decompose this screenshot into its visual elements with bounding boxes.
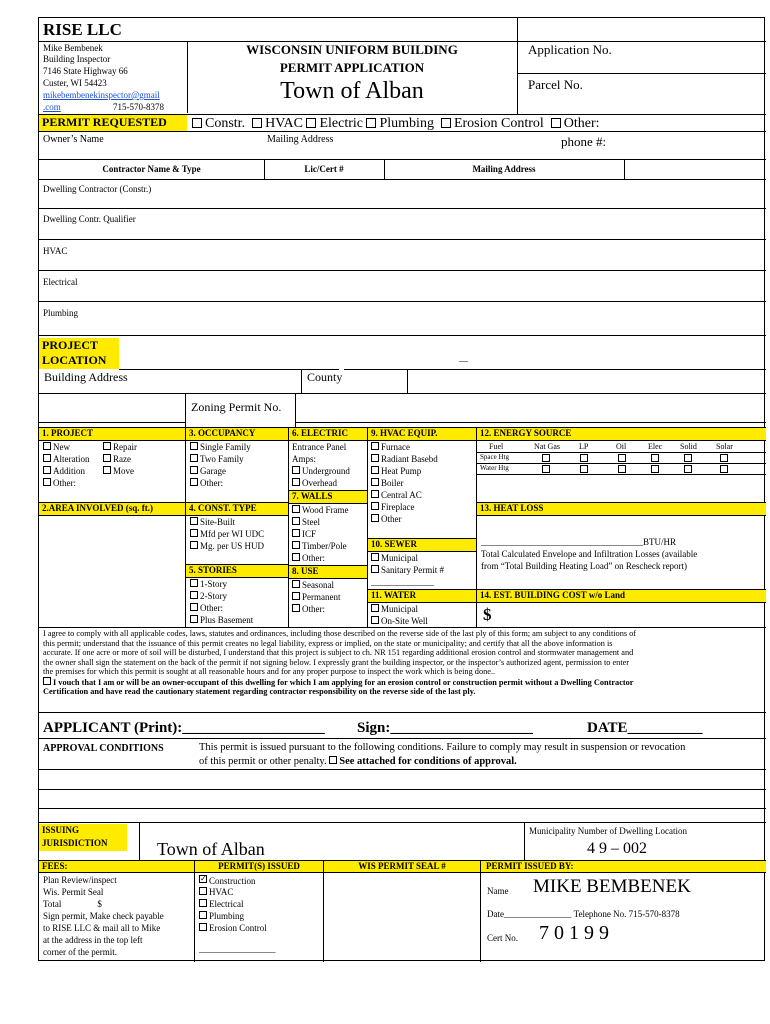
section-energy-title: 12. ENERGY SOURCE bbox=[477, 428, 766, 440]
contractor-row-plumbing: Plumbing bbox=[43, 308, 79, 318]
walls-icf-checkbox[interactable] bbox=[292, 529, 300, 537]
wis-permit-seal-title: WIS PERMIT SEAL # bbox=[324, 861, 480, 872]
issued-electrical[interactable]: Electrical bbox=[199, 899, 243, 909]
section-stories-title: 5. STORIES bbox=[186, 565, 288, 577]
occupancy-two[interactable]: Two Family bbox=[190, 454, 244, 464]
energy-water-elec-checkbox[interactable] bbox=[651, 465, 659, 473]
electric-overhead-checkbox[interactable] bbox=[292, 478, 300, 486]
sewer-sanitary-checkbox[interactable] bbox=[371, 565, 379, 573]
permit-electric-checkbox[interactable] bbox=[306, 118, 316, 128]
hvac-heat-pump-checkbox[interactable] bbox=[371, 466, 379, 474]
const-site-built[interactable]: Site-Built bbox=[190, 517, 235, 527]
building-address-label: Building Address bbox=[44, 370, 128, 384]
fees-permit-seal: Wis. Permit Seal bbox=[43, 887, 104, 897]
section-sewer-title: 10. SEWER bbox=[368, 539, 476, 551]
fees-instructions-2: to RISE LLC & mail all to Mike bbox=[43, 923, 161, 933]
agreement-line-5: the premises for which this permit is sought at all reasonable hours and for any proper purpose to inspect the work which is being done.. bbox=[43, 667, 496, 677]
occupancy-single[interactable]: Single Family bbox=[190, 442, 251, 452]
section-project-title: 1. PROJECT bbox=[39, 428, 185, 440]
approval-conditions-label: APPROVAL CONDITIONS bbox=[43, 743, 164, 754]
water-municipal-checkbox[interactable] bbox=[371, 604, 379, 612]
project-repair-checkbox[interactable] bbox=[103, 442, 111, 450]
issued-hvac-checkbox[interactable] bbox=[199, 887, 207, 895]
permit-plumbing-checkbox[interactable] bbox=[366, 118, 376, 128]
stories-2[interactable]: 2-Story bbox=[190, 591, 227, 601]
permit-electric-option[interactable]: Electric bbox=[306, 116, 363, 131]
agreement-line-1: I agree to comply with all applicable codes, laws, statutes and ordinances, including those described on the reverse side of the last ply of this form; am subject to any conditions of bbox=[43, 629, 637, 638]
owner-occupant-vouch-2: Certification and have read the cautionary statement regarding contractor responsibility on the reverse side of the last ply. bbox=[43, 687, 476, 697]
energy-col-elec: Elec bbox=[648, 442, 663, 451]
const-site-built-checkbox[interactable] bbox=[190, 517, 198, 525]
energy-space-lp-checkbox[interactable] bbox=[580, 454, 588, 462]
contractor-row-electrical: Electrical bbox=[43, 277, 78, 287]
project-alteration-checkbox[interactable] bbox=[43, 454, 51, 462]
contractor-row-constr: Dwelling Contractor (Constr.) bbox=[43, 184, 152, 194]
walls-wood-checkbox[interactable] bbox=[292, 505, 300, 513]
walls-other[interactable]: Other: bbox=[292, 553, 325, 563]
permit-type-options bbox=[192, 116, 600, 132]
owner-occupant-vouch[interactable]: I vouch that I am or will be an owner-occupant of this dwelling for which I am applying for an erosion control or construction permit without a Dwelling Contractor bbox=[43, 677, 763, 688]
heat-loss-desc-1: Total Calculated Envelope and Infiltration Losses (available bbox=[481, 549, 698, 559]
energy-col-solid: Solid bbox=[680, 442, 697, 451]
energy-row-space: Space Htg bbox=[480, 453, 509, 461]
project-other-checkbox[interactable] bbox=[43, 478, 51, 486]
energy-water-solid-checkbox[interactable] bbox=[684, 465, 692, 473]
applicant-print-label: APPLICANT (Print):___________________ bbox=[43, 720, 325, 736]
municipality-number-label: Municipality Number of Dwelling Location bbox=[529, 826, 687, 836]
hvac-boiler-checkbox[interactable] bbox=[371, 478, 379, 486]
approval-text-2: of this permit or other penalty. See attached for conditions of approval. bbox=[199, 756, 517, 767]
company-name: RISE LLC bbox=[43, 20, 122, 39]
fees-plan-review: Plan Review/inspect bbox=[43, 875, 117, 885]
sewer-sanitary[interactable]: Sanitary Permit # bbox=[371, 565, 444, 575]
agreement-text bbox=[43, 629, 763, 697]
walls-steel-checkbox[interactable] bbox=[292, 517, 300, 525]
stories-other-checkbox[interactable] bbox=[190, 603, 198, 611]
town-title: Town of Alban bbox=[280, 78, 424, 104]
occupancy-other-checkbox[interactable] bbox=[190, 478, 198, 486]
permit-erosion-option[interactable]: Erosion Control bbox=[441, 116, 544, 131]
electric-overhead[interactable]: Overhead bbox=[292, 478, 337, 488]
issued-by-name-label: Name bbox=[487, 886, 509, 896]
permit-other-option[interactable]: Other: bbox=[551, 116, 600, 131]
project-new-checkbox[interactable] bbox=[43, 442, 51, 450]
hvac-boiler[interactable]: Boiler bbox=[371, 478, 404, 488]
project-new[interactable]: New bbox=[43, 442, 70, 452]
agreement-line-4: the owner shall sign the statement on the back of the permit if not signing below. I expressly grant the building inspector, or the inspector’s authorized agent, permission to enter bbox=[43, 657, 630, 667]
occupancy-garage[interactable]: Garage bbox=[190, 466, 226, 476]
location-dash: __ bbox=[459, 353, 468, 363]
inspector-name: Mike Bembenek bbox=[43, 43, 103, 53]
agreement-line-3: accurate. If one acre or more of soil will be disturbed, I understand that this project is subject to ch. NR 151 regarding additional erosion control and stormwater management and bbox=[43, 648, 634, 658]
section-hvac-equip-title: 9. HVAC EQUIP. bbox=[368, 428, 476, 440]
permit-erosion-checkbox[interactable] bbox=[441, 118, 451, 128]
zoning-permit-label: Zoning Permit No. bbox=[191, 400, 282, 414]
use-permanent[interactable]: Permanent bbox=[292, 592, 341, 602]
issued-plumbing-checkbox[interactable] bbox=[199, 911, 207, 919]
county-label: County bbox=[307, 370, 343, 384]
permit-other-checkbox[interactable] bbox=[551, 118, 561, 128]
inspector-email[interactable]: mikebembenekinspector@gmail bbox=[43, 90, 160, 100]
energy-water-oil-checkbox[interactable] bbox=[618, 465, 626, 473]
electric-panel-label: Entrance Panel bbox=[292, 442, 347, 452]
contractor-row-hvac: HVAC bbox=[43, 246, 68, 256]
permit-plumbing-option[interactable]: Plumbing bbox=[366, 116, 433, 131]
hvac-fireplace-checkbox[interactable] bbox=[371, 502, 379, 510]
issuing-jurisdiction-label: ISSUING JURISDICTION bbox=[39, 824, 127, 851]
permit-hvac-option[interactable]: HVAC bbox=[252, 116, 303, 131]
municipality-number: 4 9 – 002 bbox=[587, 840, 647, 857]
applicant-date-label: DATE__________ bbox=[587, 720, 703, 736]
fees-total: Total $ bbox=[43, 899, 102, 909]
fees-instructions-4: corner of the permit. bbox=[43, 947, 117, 957]
energy-space-solar-checkbox[interactable] bbox=[720, 454, 728, 462]
owner-phone-label: phone #: bbox=[561, 134, 607, 149]
permit-form bbox=[38, 17, 765, 961]
energy-col-fuel: Fuel bbox=[489, 442, 504, 451]
project-raze[interactable]: Raze bbox=[103, 454, 131, 464]
owner-mailing-label: Mailing Address bbox=[267, 134, 334, 145]
permit-requested-label: PERMIT REQUESTED bbox=[39, 115, 187, 131]
electric-amps-label: Amps: bbox=[292, 454, 317, 464]
electric-underground[interactable]: Underground bbox=[292, 466, 350, 476]
project-other[interactable]: Other: bbox=[43, 478, 76, 488]
water-well[interactable]: On-Site Well bbox=[371, 616, 428, 626]
walls-steel[interactable]: Steel bbox=[292, 517, 320, 527]
walls-icf[interactable]: ICF bbox=[292, 529, 316, 539]
cost-dollar-sign: $ bbox=[483, 605, 492, 624]
project-repair[interactable]: Repair bbox=[103, 442, 137, 452]
applicant-sign-label: Sign:___________________ bbox=[357, 720, 533, 736]
walls-timber[interactable]: Timber/Pole bbox=[292, 541, 347, 551]
hvac-heat-pump[interactable]: Heat Pump bbox=[371, 466, 421, 476]
use-other-checkbox[interactable] bbox=[292, 604, 300, 612]
stories-1[interactable]: 1-Story bbox=[190, 579, 227, 589]
parcel-no-label: Parcel No. bbox=[528, 77, 583, 92]
issued-plumbing[interactable]: Plumbing bbox=[199, 911, 244, 921]
owner-occupant-checkbox[interactable] bbox=[43, 677, 51, 685]
permit-constr-checkbox[interactable] bbox=[192, 118, 202, 128]
hvac-furnace[interactable]: Furnace bbox=[371, 442, 410, 452]
energy-water-natgas-checkbox[interactable] bbox=[542, 465, 550, 473]
issuing-town: Town of Alban bbox=[157, 839, 265, 859]
inspector-street: 7146 State Highway 66 bbox=[43, 66, 128, 76]
section-const-type-title: 4. CONST. TYPE bbox=[186, 503, 288, 515]
issued-construction[interactable]: ✓Construction bbox=[199, 875, 256, 886]
permits-issued-title: PERMIT(S) ISSUED bbox=[195, 861, 323, 872]
issued-electrical-checkbox[interactable] bbox=[199, 899, 207, 907]
inspector-email-suffix[interactable]: .com bbox=[43, 102, 61, 112]
section-walls-title: 7. WALLS bbox=[289, 491, 367, 503]
stories-other[interactable]: Other: bbox=[190, 603, 223, 613]
water-well-checkbox[interactable] bbox=[371, 616, 379, 624]
owner-name-field[interactable] bbox=[43, 146, 253, 158]
cert-no: 7 0 1 9 9 bbox=[539, 922, 609, 944]
const-mfd-udc-checkbox[interactable] bbox=[190, 529, 198, 537]
issued-by-name: MIKE BEMBENEK bbox=[533, 876, 691, 897]
fees-instructions-1: Sign permit, Make check payable bbox=[43, 911, 164, 921]
fees-instructions-3: at the address in the top left bbox=[43, 935, 143, 945]
hvac-other-checkbox[interactable] bbox=[371, 514, 379, 522]
approval-text-1: This permit is issued pursuant to the following conditions. Failure to comply may result in suspension or revocation bbox=[199, 742, 686, 753]
section-cost-title: 14. EST. BUILDING COST w/o Land bbox=[477, 590, 766, 602]
energy-col-natgas: Nat Gas bbox=[534, 442, 560, 451]
heat-loss-desc-2: from “Total Building Heating Load” on Rescheck report) bbox=[481, 561, 688, 571]
occupancy-two-checkbox[interactable] bbox=[190, 454, 198, 462]
const-mfd-udc[interactable]: Mfd per WI UDC bbox=[190, 529, 264, 539]
project-alteration[interactable]: Alteration bbox=[43, 454, 90, 464]
sewer-permit-blank: ______________ bbox=[371, 577, 434, 587]
contractor-name-header: Contractor Name & Type bbox=[102, 164, 201, 174]
issued-other-blank: _________________ bbox=[199, 944, 276, 954]
fees-title: FEES: bbox=[39, 861, 194, 872]
project-raze-checkbox[interactable] bbox=[103, 454, 111, 462]
hvac-other[interactable]: Other bbox=[371, 514, 402, 524]
const-mfg-hud[interactable]: Mg. per US HUD bbox=[190, 541, 264, 551]
walls-timber-checkbox[interactable] bbox=[292, 541, 300, 549]
inspector-title: Building Inspector bbox=[43, 54, 111, 64]
project-addition-checkbox[interactable] bbox=[43, 466, 51, 474]
issued-hvac[interactable]: HVAC bbox=[199, 887, 233, 897]
section-heat-loss-title: 13. HEAT LOSS bbox=[477, 503, 766, 515]
hvac-central-ac-checkbox[interactable] bbox=[371, 490, 379, 498]
owner-name-label: Owner’s Name bbox=[43, 134, 104, 145]
section-water-title: 11. WATER bbox=[368, 590, 476, 602]
energy-space-solid-checkbox[interactable] bbox=[684, 454, 692, 462]
hvac-furnace-checkbox[interactable] bbox=[371, 442, 379, 450]
agreement-line-2: this permit; understand that the issuance of this permit creates no legal liability, express or implied, on the state or municipality; and certify that all the above information is bbox=[43, 638, 613, 648]
energy-space-natgas-checkbox[interactable] bbox=[542, 454, 550, 462]
permit-issued-by-title: PERMIT ISSUED BY: bbox=[481, 861, 766, 872]
energy-space-oil-checkbox[interactable] bbox=[618, 454, 626, 462]
use-seasonal-checkbox[interactable] bbox=[292, 580, 300, 588]
const-mfg-hud-checkbox[interactable] bbox=[190, 541, 198, 549]
contractor-mailing-header: Mailing Address bbox=[472, 164, 536, 174]
inspector-city: Custer, WI 54423 bbox=[43, 78, 107, 88]
form-title-line2: PERMIT APPLICATION bbox=[279, 60, 425, 75]
project-move-checkbox[interactable] bbox=[103, 466, 111, 474]
energy-col-lp: LP bbox=[579, 442, 589, 451]
permit-constr-option[interactable]: Constr. bbox=[192, 116, 245, 131]
energy-space-elec-checkbox[interactable] bbox=[651, 454, 659, 462]
occupancy-garage-checkbox[interactable] bbox=[190, 466, 198, 474]
energy-water-solar-checkbox[interactable] bbox=[720, 465, 728, 473]
water-municipal[interactable]: Municipal bbox=[371, 604, 418, 614]
application-no-label: Application No. bbox=[528, 42, 612, 57]
section-use-title: 8. USE bbox=[289, 566, 367, 578]
inspector-phone: 715-570-8378 bbox=[113, 102, 164, 112]
stories-basement[interactable]: Plus Basement bbox=[190, 615, 253, 625]
section-area-title: 2.AREA INVOLVED (sq. ft.) bbox=[39, 503, 185, 515]
energy-col-solar: Solar bbox=[716, 442, 733, 451]
hvac-radiant[interactable]: Radiant Basebd bbox=[371, 454, 438, 464]
walls-wood[interactable]: Wood Frame bbox=[292, 505, 349, 515]
energy-col-oil: Oil bbox=[616, 442, 627, 451]
sewer-municipal-checkbox[interactable] bbox=[371, 553, 379, 561]
issued-by-date-phone: Date_______________ Telephone No. 715-570-8378 bbox=[487, 909, 680, 919]
cert-no-label: Cert No. bbox=[487, 933, 518, 943]
permit-hvac-checkbox[interactable] bbox=[252, 118, 262, 128]
issued-erosion[interactable]: Erosion Control bbox=[199, 923, 267, 933]
hvac-fireplace[interactable]: Fireplace bbox=[371, 502, 414, 512]
energy-row-water: Water Htg bbox=[480, 464, 509, 472]
walls-other-checkbox[interactable] bbox=[292, 553, 300, 561]
project-move[interactable]: Move bbox=[103, 466, 134, 476]
form-title-line1: WISCONSIN UNIFORM BUILDING bbox=[246, 42, 458, 57]
lic-cert-header: Lic/Cert # bbox=[304, 164, 344, 174]
stories-2-checkbox[interactable] bbox=[190, 591, 198, 599]
heat-loss-btu: ____________________________________BTU/HR bbox=[481, 537, 677, 547]
issued-erosion-checkbox[interactable] bbox=[199, 923, 207, 931]
electric-underground-checkbox[interactable] bbox=[292, 466, 300, 474]
stories-1-checkbox[interactable] bbox=[190, 579, 198, 587]
energy-water-lp-checkbox[interactable] bbox=[580, 465, 588, 473]
section-electric-title: 6. ELECTRIC bbox=[289, 428, 367, 440]
project-addition[interactable]: Addition bbox=[43, 466, 85, 476]
hvac-central-ac[interactable]: Central AC bbox=[371, 490, 422, 500]
hvac-radiant-checkbox[interactable] bbox=[371, 454, 379, 462]
project-location-label: PROJECT LOCATION bbox=[39, 338, 119, 369]
use-seasonal[interactable]: Seasonal bbox=[292, 580, 334, 590]
contractor-row-qualifier: Dwelling Contr. Qualifier bbox=[43, 214, 136, 224]
sewer-municipal[interactable]: Municipal bbox=[371, 553, 418, 563]
issued-construction-checkbox[interactable] bbox=[199, 875, 207, 883]
see-attached-checkbox[interactable] bbox=[329, 756, 337, 764]
use-permanent-checkbox[interactable] bbox=[292, 592, 300, 600]
occupancy-other[interactable]: Other: bbox=[190, 478, 223, 488]
stories-basement-checkbox[interactable] bbox=[190, 615, 198, 623]
section-occupancy-title: 3. OCCUPANCY bbox=[186, 428, 288, 440]
use-other[interactable]: Other: bbox=[292, 604, 325, 614]
occupancy-single-checkbox[interactable] bbox=[190, 442, 198, 450]
